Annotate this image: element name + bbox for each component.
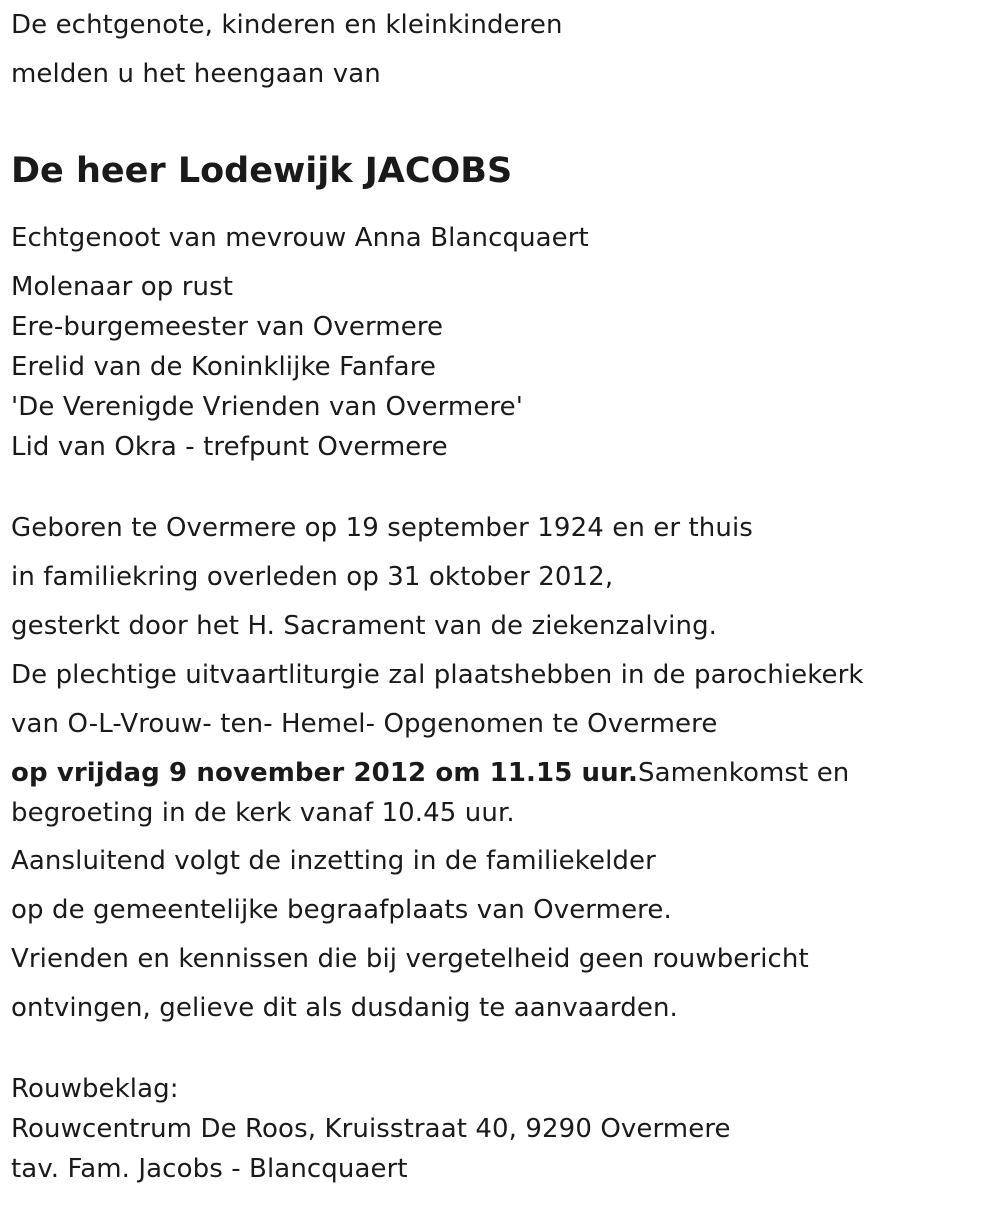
title-item: Molenaar op rust [11, 272, 234, 302]
intro-line-family: De echtgenote, kinderen en kleinkinderen [11, 10, 563, 40]
detail-line: gesterkt door het H. Sacrament van de ziekenzalving. [11, 611, 718, 641]
deceased-name: De heer Lodewijk JACOBS [11, 151, 513, 191]
condolences-label: Rouwbeklag: [11, 1074, 179, 1104]
title-item: Erelid van de Koninklijke Fanfare [11, 352, 437, 382]
spacer [11, 1028, 996, 1069]
details-block [11, 508, 996, 744]
burial-line: Aansluitend volgt de inzetting in de familiekelder [11, 846, 656, 876]
death-notice [11, 0, 996, 1189]
detail-line: Geboren te Overmere op 19 september 1924 en er thuis [11, 513, 753, 543]
intro-line-announcement: melden u het heengaan van [11, 59, 381, 89]
burial-line: op de gemeentelijke begraafplaats van Overmere. [11, 895, 672, 925]
condolences-block [11, 1069, 996, 1189]
titles-list [11, 267, 996, 467]
condolences-address: Rouwcentrum De Roos, Kruisstraat 40, 9290 Overmere [11, 1114, 731, 1144]
burial-line: ontvingen, gelieve dit als dusdanig te aanvaarden. [11, 993, 678, 1023]
detail-line: in familiekring overleden op 31 oktober 2012, [11, 562, 614, 592]
ceremony-paragraph [11, 753, 996, 833]
spacer [11, 467, 996, 508]
detail-line: van O-L-Vrouw- ten- Hemel- Opgenomen te Overmere [11, 709, 718, 739]
ceremony-gathering: Samenkomst en begroeting in de kerk vanaf 10.45 uur. [11, 758, 850, 828]
title-item: Ere-burgemeester van Overmere [11, 312, 444, 342]
ceremony-date: op vrijdag 9 november 2012 om 11.15 uur. [11, 758, 638, 788]
condolences-attention: tav. Fam. Jacobs - Blancquaert [11, 1154, 408, 1184]
burial-block [11, 841, 996, 1028]
burial-line: Vrienden en kennissen die bij vergetelheid geen rouwbericht [11, 944, 809, 974]
title-item: Lid van Okra - trefpunt Overmere [11, 432, 448, 462]
title-item: 'De Verenigde Vrienden van Overmere' [11, 392, 524, 422]
spouse-line: Echtgenoot van mevrouw Anna Blancquaert [11, 223, 589, 253]
detail-line: De plechtige uitvaartliturgie zal plaatshebben in de parochiekerk [11, 660, 864, 690]
